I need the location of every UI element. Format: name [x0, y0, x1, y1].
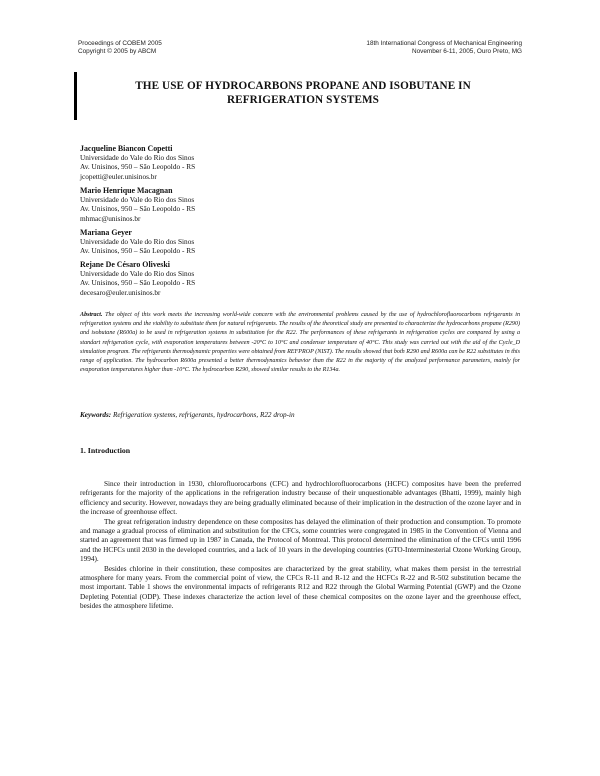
proceedings-line: Proceedings of COBEM 2005: [78, 40, 162, 47]
author-affiliation: Universidade do Vale do Rio dos Sinos: [80, 195, 195, 205]
author-name: Rejane De Césaro Oliveski: [80, 260, 170, 269]
author-name: Jacqueline Biancon Copetti: [80, 144, 173, 153]
paragraph: The great refrigeration industry dependence on these composites has delayed the elimination of their production and consumption. To promote and manage a gradual process of elimination and substitution for the CFCs, some countries were congregated in 1985 in the Convention of Vienna and started an agreement that was firmed up in 1987 in Canada, the Protocol of Montreal. This protocol determined the elimination of the CFCs until 1996 and the HCFCs until 2030 in the developed countries, and a lack of 10 years in the developing countries (GTO-Interminesterial Ozone Working Group, 1994).: [80, 517, 521, 564]
author-block: [80, 144, 195, 181]
author-affiliation: Universidade do Vale do Rio dos Sinos: [80, 237, 195, 247]
keywords: [80, 411, 520, 420]
author-address: Av. Unisinos, 950 – São Leopoldo - RS: [80, 204, 196, 214]
keywords-text: Refrigeration systems, refrigerants, hydrocarbons, R22 drop-in: [112, 411, 295, 419]
author-address: Av. Unisinos, 950 – São Leopoldo - RS: [80, 278, 196, 288]
author-name: Mariana Geyer: [80, 228, 132, 237]
congress-line: 18th International Congress of Mechanical Engineering: [366, 40, 522, 47]
abstract-text: The object of this work meets the increasing world-wide concern with the environmental problems caused by the use of hydrochlorofluorocarbons refrigerants in refrigeration systems and the viability to substitute them for natural refrigerants. The results of the theoretical study are presented to characterize the hydrocarbons propane (R290) and isobutane (R600a) to be used in refrigeration systems in substitution for the R22. The performances of these refrigerants in refrigeration cycles are compared by using a standart refrigeration cycle, with evaporation temperatures between -20°C to 10°C and condenser temperature of 40°C. This study was carried out with the aid of the Cycle_D simulation program. The refrigerants thermodynamic properties were obtained from REFPROP (NIST). The results showed that both R290 and R600a can be R22 substitutes in this range of application. The hydrocarbon R600a presented a better thermodynamics behavior than the R22 in the majority of the analyzed performance parameters, mainly for evaporation temperatures higher than -10°C. The hydrocarbon R290, showed similar results to the R134a.: [80, 312, 521, 374]
author-address: Av. Unisinos, 950 – São Leopoldo - RS: [80, 162, 196, 172]
paper-title: [84, 79, 522, 107]
author-block: [80, 260, 195, 297]
date-location-line: November 6-11, 2005, Ouro Preto, MG: [412, 48, 522, 55]
paragraph: Since their introduction in 1930, chlorofluorocarbons (CFC) and hydrochlorofluorocarbons (HCFC) composites have been the preferred refrigerants for the majority of the applications in the refrigeration industry because of their unquestionable advantages (Bhatti, 1999), mainly high efficiency and security. However, nowadays they are being gradually eliminated because of their implication in the destruction of the ozone layer and in the increase of greenhouse effect.: [80, 480, 521, 517]
title-margin-bar: [74, 72, 77, 120]
running-header-left: [78, 40, 162, 56]
author-affiliation: Universidade do Vale do Rio dos Sinos: [80, 269, 195, 279]
title-line-1: THE USE OF HYDROCARBONS PROPANE AND ISOBUTANE IN: [135, 80, 471, 92]
author-address: Av. Unisinos, 950 – São Leopoldo - RS: [80, 246, 196, 256]
section-heading: 1. Introduction: [80, 446, 131, 455]
abstract: [80, 311, 520, 375]
title-line-2: REFRIGERATION SYSTEMS: [226, 94, 380, 106]
copyright-line: Copyright © 2005 by ABCM: [78, 48, 157, 55]
author-affiliation: Universidade do Vale do Rio dos Sinos: [80, 153, 195, 163]
keywords-label: Keywords:: [80, 411, 112, 419]
abstract-label: Abstract.: [80, 312, 103, 318]
author-block: [80, 228, 195, 256]
author-name: Mario Henrique Macagnan: [80, 186, 173, 195]
running-header-right: [366, 40, 522, 56]
author-email: decesaro@euler.unisinos.br: [80, 287, 161, 297]
paragraph: Besides chlorine in their constitution, these composites are characterized by the great stability, what makes them persist in the terrestrial atmosphere for many years. From the commercial point of view, the CFCs R-11 and R-12 and the HCFCs R-22 and R-502 substitution became the most important. Table 1 shows the environmental impacts of refrigerants R12 and R22 through the Global Warming Potential (GWP) and the Ozone Depleting Potential (ODP). These indexes characterize the action level of these chemical composites on the ozone layer and the greenhouse effect, besides the atmosphere lifetime.: [80, 564, 521, 611]
body-text: [80, 480, 521, 612]
author-email: jcopetti@euler.unisinos.br: [80, 171, 157, 181]
author-email: mhmac@unisinos.br: [80, 213, 141, 223]
author-block: [80, 186, 195, 223]
